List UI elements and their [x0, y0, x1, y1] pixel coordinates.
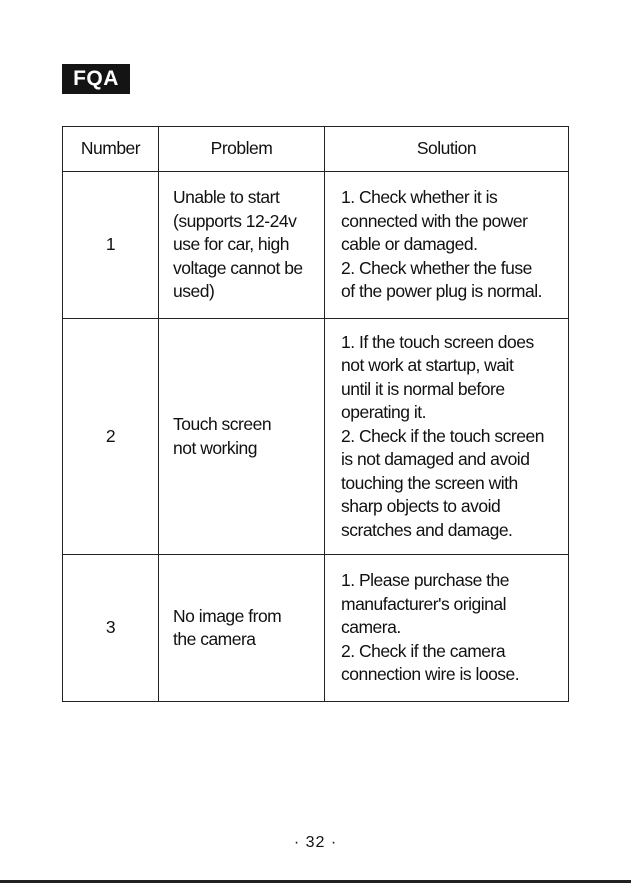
table-row — [63, 172, 569, 319]
table-row — [63, 319, 569, 555]
table-row — [63, 555, 569, 702]
problem-line: the camera — [173, 629, 256, 649]
row-number-cell: 2 — [63, 319, 159, 555]
solution-cell — [325, 319, 569, 555]
solution-line: sharp objects to avoid — [341, 496, 501, 517]
problem-cell — [159, 172, 325, 319]
problem-line: No image from — [173, 605, 282, 626]
troubleshooting-table — [62, 126, 569, 702]
row-number-cell: 3 — [63, 555, 159, 702]
solution-line: operating it. — [341, 402, 426, 423]
problem-line: Touch screen — [173, 414, 272, 434]
solution-line: 1. If the touch screen does — [341, 331, 534, 352]
section-heading: FQA — [62, 64, 130, 94]
problem-line: (supports 12-24v — [173, 210, 297, 231]
problem-line: used) — [173, 281, 215, 302]
solution-line: scratches and damage. — [341, 519, 513, 540]
solution-line: 1. Check whether it is — [341, 187, 498, 208]
solution-line: until it is normal before — [341, 378, 505, 399]
solution-line: 2. Check whether the fuse — [341, 257, 532, 278]
problem-line: voltage cannot be — [173, 257, 303, 278]
problem-cell — [159, 319, 325, 555]
column-header-problem: Problem — [159, 127, 325, 172]
solution-line: connection wire is loose. — [341, 664, 520, 685]
column-header-number: Number — [63, 127, 159, 172]
solution-line: touching the screen with — [341, 472, 518, 493]
row-number-cell: 1 — [63, 172, 159, 319]
column-header-solution: Solution — [325, 127, 569, 172]
solution-line: is not damaged and avoid — [341, 449, 530, 470]
page-number: · 32 · — [293, 834, 338, 851]
solution-line: manufacturer's original — [341, 593, 506, 614]
problem-cell — [159, 555, 325, 702]
solution-line: not work at startup, wait — [341, 355, 514, 376]
solution-line: camera. — [341, 617, 401, 638]
solution-line: connected with the power — [341, 210, 528, 231]
solution-line: cable or damaged. — [341, 234, 478, 255]
solution-line: 1. Please purchase the — [341, 570, 510, 591]
solution-line: of the power plug is normal. — [341, 281, 542, 302]
solution-line: 2. Check if the camera — [341, 640, 506, 661]
solution-line: 2. Check if the touch screen — [341, 425, 544, 446]
solution-cell — [325, 172, 569, 319]
problem-line: Unable to start — [173, 187, 280, 208]
problem-line: use for car, high — [173, 234, 290, 255]
solution-cell — [325, 555, 569, 702]
problem-line: not working — [173, 437, 257, 458]
table-header-row — [63, 127, 569, 172]
